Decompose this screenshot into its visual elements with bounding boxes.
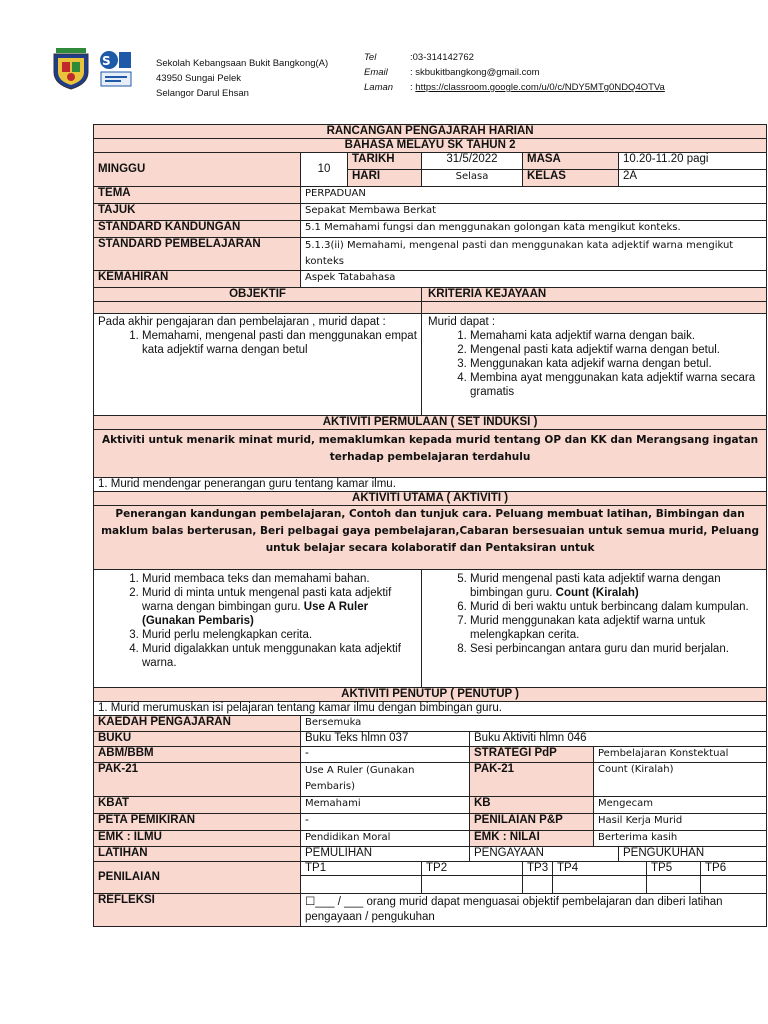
- tarikh-label: TARIKH: [348, 153, 422, 170]
- kriteria-spacer: [422, 302, 767, 314]
- hari-label: HARI: [348, 170, 422, 187]
- sp-value: 5.1.3(ii) Memahami, mengenal pasti dan menggunakan kata adjektif warna mengikut konteks: [301, 238, 767, 271]
- tel-value: :03-314142762: [410, 52, 474, 63]
- objektif-spacer: [94, 302, 422, 314]
- masa-value: 10.20-11.20 pagi: [619, 153, 767, 170]
- kbat-label: KBAT: [94, 797, 301, 814]
- peta-value: -: [301, 814, 470, 831]
- minggu-value: 10: [301, 153, 348, 187]
- ut-left-item: 3. Murid perlu melengkapkan cerita.: [142, 628, 417, 642]
- kri-list-item: 1. Memahami kata adjektif warna dengan baik.: [470, 329, 762, 343]
- contact-info: [364, 50, 665, 95]
- kaedah-label: KAEDAH PENGAJARAN: [94, 716, 301, 732]
- refleksi-value: ☐___ / ___ orang murid dapat menguasai objektif pembelajaran dan diberi latihan pengayaan / pengukuhan: [301, 894, 767, 927]
- obj-list-item: 1. Memahami, mengenal pasti dan menggunakan empat kata adjektif warna dengan betul: [142, 329, 417, 357]
- ut-left-item: 4. Murid digalakkan untuk menggunakan kata adjektif warna.: [142, 642, 417, 670]
- kri-list-item: 2. Mengenal pasti kata adjektif warna dengan betul.: [470, 343, 762, 357]
- tp2-label: TP2: [422, 862, 523, 876]
- sp-label: STANDARD PEMBELAJARAN: [94, 238, 301, 271]
- latihan-label: LATIHAN: [94, 847, 301, 862]
- laman-label: Laman: [364, 82, 394, 93]
- utama-left-cell: [94, 570, 422, 688]
- buku-value-2: Buku Aktiviti hlmn 046: [470, 732, 767, 747]
- kb-value: Mengecam: [594, 797, 767, 814]
- school-address-line1: 43950 Sungai Pelek: [156, 73, 242, 84]
- peta-label: PETA PEMIKIRAN: [94, 814, 301, 831]
- ut-right-item: 5. Murid mengenal pasti kata adjektif warna dengan bimbingan guru. Count (Kiralah): [470, 572, 762, 600]
- school-address-line2: Selangor Darul Ehsan: [156, 88, 249, 99]
- kemahiran-value: Aspek Tatabahasa: [301, 271, 767, 288]
- emk-ilmu-label: EMK : ILMU: [94, 831, 301, 847]
- utama-right-cell: [422, 570, 767, 688]
- abm-label: ABM/BBM: [94, 747, 301, 763]
- objektif-intro: Pada akhir pengajaran dan pembelajaran , murid dapat :: [98, 316, 386, 328]
- permulaan-desc: Aktiviti untuk menarik minat murid, memaklumkan kepada murid tentang OP dan KK dan Merangsang ingatan terhadap pembelajaran terdahulu: [94, 430, 767, 478]
- tp5-label: TP5: [647, 862, 701, 876]
- penutup-title: AKTIVITI PENUTUP ( PENUTUP ): [94, 688, 767, 702]
- kriteria-list: [426, 329, 762, 399]
- latihan-pemulihan: PEMULIHAN: [301, 847, 470, 862]
- penutup-item: 1. Murid merumuskan isi pelajaran tentang kamar ilmu dengan bimbingan guru.: [94, 702, 767, 716]
- refleksi-label: REFLEKSI: [94, 894, 301, 927]
- tema-value: PERPADUAN: [301, 187, 767, 204]
- penilaian-pp-value: Hasil Kerja Murid: [594, 814, 767, 831]
- minggu-label: MINGGU: [94, 153, 301, 187]
- masa-label: MASA: [523, 153, 619, 170]
- latihan-pengayaan: PENGAYAAN: [470, 847, 619, 862]
- emk-nilai-value: Berterima kasih: [594, 831, 767, 847]
- emk-ilmu-value: Pendidikan Moral: [301, 831, 470, 847]
- school-info: [156, 56, 328, 101]
- hari-value: Selasa: [422, 170, 523, 187]
- kelas-value: 2A: [619, 170, 767, 187]
- tajuk-value: Sepakat Membawa Berkat: [301, 204, 767, 221]
- pak2-label: PAK-21: [470, 763, 594, 797]
- sk-value: 5.1 Memahami fungsi dan menggunakan golongan kata mengikut konteks.: [301, 221, 767, 238]
- tp1-label: TP1: [301, 862, 422, 876]
- kbat-value: Memahami: [301, 797, 470, 814]
- lesson-plan-table: [93, 124, 767, 927]
- pak2-value: Count (Kiralah): [594, 763, 767, 797]
- sk-label: STANDARD KANDUNGAN: [94, 221, 301, 238]
- ut-right-item: 8. Sesi perbincangan antara guru dan murid berjalan.: [470, 642, 762, 656]
- pak-label: PAK-21: [94, 763, 301, 797]
- objektif-cell: [94, 314, 422, 416]
- buku-value-1: Buku Teks hlmn 037: [301, 732, 470, 747]
- permulaan-item: 1. Murid mendengar penerangan guru tentang kamar ilmu.: [94, 478, 767, 492]
- kb-label: KB: [470, 797, 594, 814]
- pak-value: Use A Ruler (Gunakan Pembaris): [301, 763, 470, 797]
- tp3-box[interactable]: [523, 876, 553, 894]
- latihan-pengukuhan: PENGUKUHAN: [619, 847, 767, 862]
- email-label: Email: [364, 67, 388, 78]
- tp1-box[interactable]: [301, 876, 422, 894]
- laman-prefix: :: [410, 82, 416, 93]
- ut-left-item: 2. Murid di minta untuk mengenal pasti kata adjektif warna dengan bimbingan guru. Use A Ruler (Gunakan Pembaris): [142, 586, 417, 628]
- ut-right-item: 6. Murid di beri waktu untuk berbincang dalam kumpulan.: [470, 600, 762, 614]
- objektif-header: OBJEKTIF: [94, 288, 422, 302]
- penilaian-pp-label: PENILAIAN P&P: [470, 814, 594, 831]
- tp5-box[interactable]: [647, 876, 701, 894]
- ut-left-item: 1. Murid membaca teks dan memahami bahan.: [142, 572, 417, 586]
- tel-label: Tel: [364, 52, 377, 63]
- tp6-label: TP6: [701, 862, 767, 876]
- strategi-value: Pembelajaran Konstektual: [594, 747, 767, 763]
- plan-subject: BAHASA MELAYU SK TAHUN 2: [94, 139, 767, 153]
- kriteria-cell: [422, 314, 767, 416]
- permulaan-title: AKTIVITI PERMULAAN ( SET INDUKSI ): [94, 416, 767, 430]
- buku-label: BUKU: [94, 732, 301, 747]
- kri-list-item: 4. Membina ayat menggunakan kata adjektif warna secara gramatis: [470, 371, 762, 399]
- kriteria-header: KRITERIA KEJAYAAN: [422, 288, 767, 302]
- school-logo-icon: [97, 48, 135, 90]
- ut-right-item: 7. Murid menggunakan kata adjektif warna untuk melengkapkan cerita.: [470, 614, 762, 642]
- school-crest-icon: [50, 46, 92, 90]
- plan-title: RANCANGAN PENGAJARAH HARIAN: [94, 125, 767, 139]
- kemahiran-label: KEMAHIRAN: [94, 271, 301, 288]
- tema-label: TEMA: [94, 187, 301, 204]
- school-name: Sekolah Kebangsaan Bukit Bangkong(A): [156, 58, 329, 69]
- tp3-label: TP3: [523, 862, 553, 876]
- kri-list-item: 3. Menggunakan kata adjekif warna dengan betul.: [470, 357, 762, 371]
- utama-right-list: [426, 572, 762, 656]
- tp4-label: TP4: [553, 862, 647, 876]
- strategi-label: STRATEGI PdP: [470, 747, 594, 763]
- tp2-box[interactable]: [422, 876, 523, 894]
- kriteria-intro: Murid dapat :: [428, 316, 496, 328]
- letterhead: [0, 0, 768, 120]
- tp4-box[interactable]: [553, 876, 647, 894]
- abm-value: -: [301, 747, 470, 763]
- kelas-label: KELAS: [523, 170, 619, 187]
- email-value: : skbukitbangkong@gmail.com: [410, 67, 540, 78]
- penilaian-label: PENILAIAN: [94, 862, 301, 894]
- tajuk-label: TAJUK: [94, 204, 301, 221]
- tp6-box[interactable]: [701, 876, 767, 894]
- utama-left-list: [98, 572, 417, 670]
- kaedah-value: Bersemuka: [301, 716, 767, 732]
- utama-desc: Penerangan kandungan pembelajaran, Contoh dan tunjuk cara. Peluang membuat latihan, Bimbingan dan maklum balas berterusan, Beri pelbagai gaya pembelajaran,Cabaran bersesuaian untuk semua murid, Peluang untuk belajar secara kolaboratif dan Pentaksiran untuk: [94, 506, 767, 570]
- utama-title: AKTIVITI UTAMA ( AKTIVITI ): [94, 492, 767, 506]
- svg-text:S: S: [102, 54, 111, 68]
- emk-nilai-label: EMK : NILAI: [470, 831, 594, 847]
- objektif-list: [98, 329, 417, 357]
- laman-link[interactable]: https://classroom.google.com/u/0/c/NDY5MTg0NDQ4OTVa: [415, 82, 665, 93]
- tarikh-value: 31/5/2022: [422, 153, 523, 170]
